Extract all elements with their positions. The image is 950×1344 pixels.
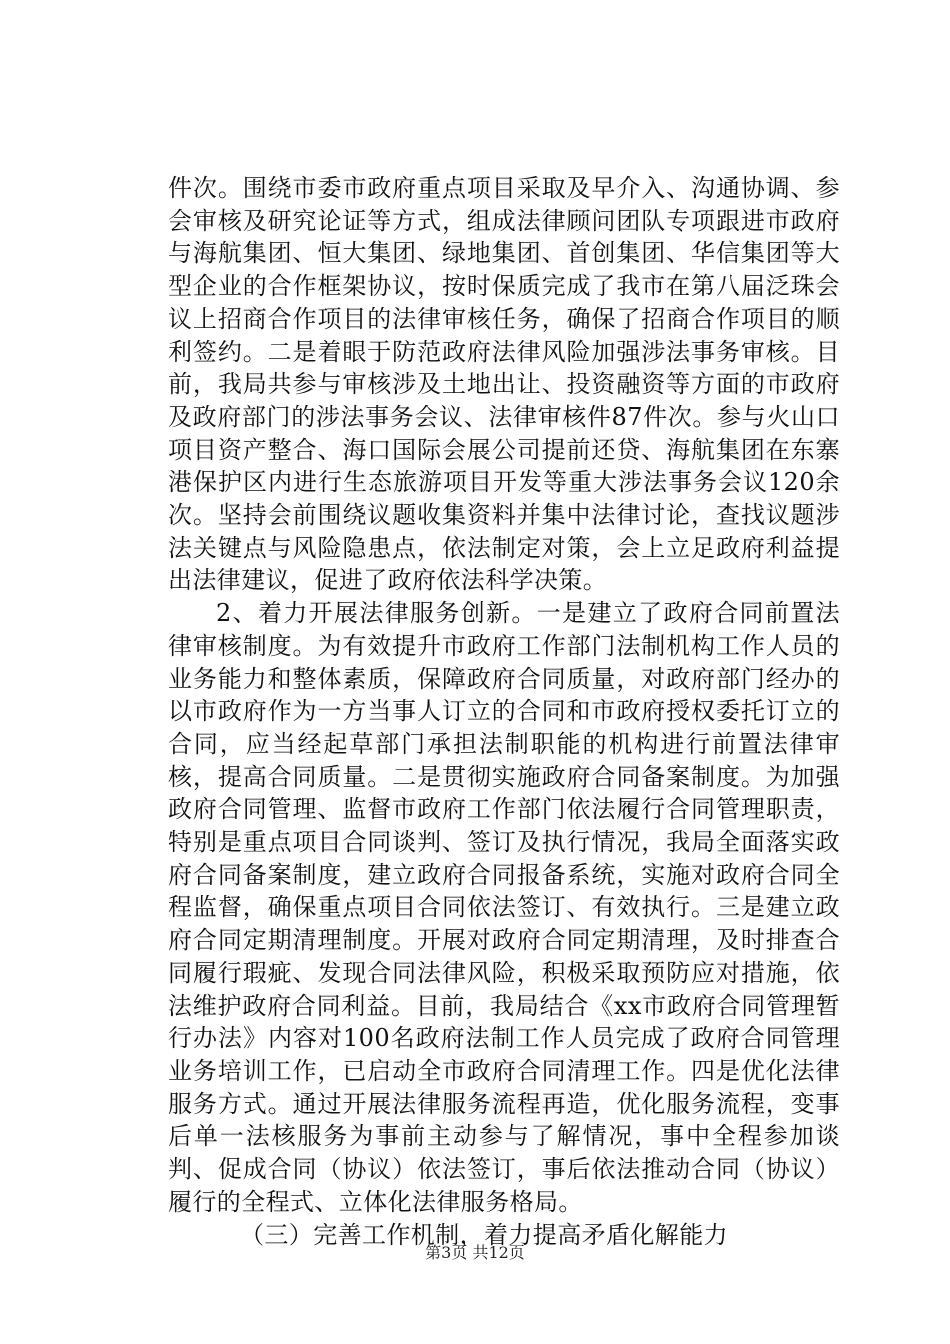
- section-heading: （三）完善工作机制，着力提高矛盾化解能力: [240, 1220, 728, 1249]
- page-number-footer: 第3页 共12页: [425, 1243, 525, 1262]
- paragraph-continuation: 件次。围绕市委市政府重点项目采取及早介入、沟通协调、参会审核及研究论证等方式，组成法律顾问团队专项跟进市政府与海航集团、恒大集团、绿地集团、首创集团、华信集团等大型企业的合作框架协议，按时保质完成了我市在第八届泛珠会议上招商合作项目的法律审核任务，确保了招商合作项目的顺利签约。二是着眼于防范政府法律风险加强涉法事务审核。目前，我局共参与审核涉及土地出让、投资融资等方面的市政府及政府部门的涉法事务会议、法律审核件87件次。参与火山口项目资产整合、海口国际会展公司提前还贷、海航集团在东寨港保护区内进行生态旅游项目开发等重大涉法事务会议120余次。坚持会前围绕议题收集资料并集中法律讨论，查找议题涉法关键点与风险隐患点，依法制定对策，会上立足政府利益提出法律建议，促进了政府依法科学决策。: [168, 174, 840, 595]
- paragraph-legal-service-innovation: 2、着力开展法律服务创新。一是建立了政府合同前置法律审核制度。为有效提升市政府工作部门法制机构工作人员的业务能力和整体素质，保障政府合同质量，对政府部门经办的以市政府作为一方当事人订立的合同和市政府授权委托订立的合同，应当经起草部门承担法制职能的机构进行前置法律审核，提高合同质量。二是贯彻实施政府合同备案制度。为加强政府合同管理、监督市政府工作部门依法履行合同管理职责，特别是重点项目合同谈判、签订及执行情况，我局全面落实政府合同备案制度，建立政府合同报备系统，实施对政府合同全程监督，确保重点项目合同依法签订、有效执行。三是建立政府合同定期清理制度。开展对政府合同定期清理，及时排查合同履行瑕疵、发现合同法律风险，积极采取预防应对措施，依法维护政府合同利益。目前，我局结合《xx市政府合同管理暂行办法》内容对100名政府法制工作人员完成了政府合同管理业务培训工作，已启动全市政府合同清理工作。四是优化法律服务方式。通过开展法律服务流程再造，优化服务流程，变事后单一法核服务为事前主动参与了解情况，事中全程参加谈判、促成合同（协议）依法签订，事后依法推动合同（协议）履行的全程式、立体化法律服务格局。: [168, 599, 840, 1216]
- document-body: [168, 172, 840, 1251]
